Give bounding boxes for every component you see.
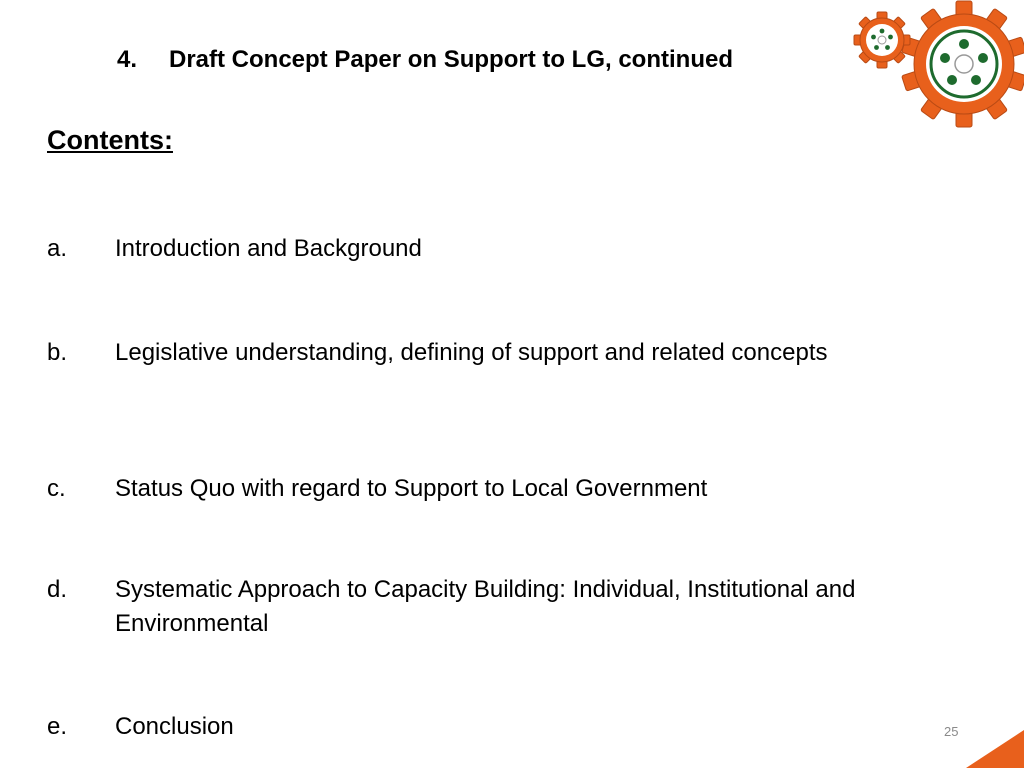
list-item-letter: d.: [47, 576, 68, 603]
list-item-letter: c.: [47, 475, 66, 502]
list-item-letter: e.: [47, 713, 68, 740]
contents-heading: Contents:: [47, 125, 173, 155]
list-item-text: Conclusion: [115, 713, 234, 740]
list-item-letter: b.: [47, 339, 68, 366]
list-item-text: Introduction and Background: [115, 235, 422, 262]
slide-title-text: Draft Concept Paper on Support to LG, continued: [169, 46, 733, 73]
list-item-text: Systematic Approach to Capacity Building: Individual, Institutional and Environmental: [115, 576, 856, 637]
list-item-text: Legislative understanding, defining of support and related concepts: [115, 339, 828, 366]
slide-title-number: 4.: [117, 46, 138, 73]
slide-title: [117, 46, 733, 74]
list-item-letter: a.: [47, 235, 68, 262]
gears-logo-icon: [852, 0, 1024, 130]
list-item-text: Status Quo with regard to Support to Local Government: [115, 475, 708, 502]
page-number: 25: [944, 724, 959, 739]
